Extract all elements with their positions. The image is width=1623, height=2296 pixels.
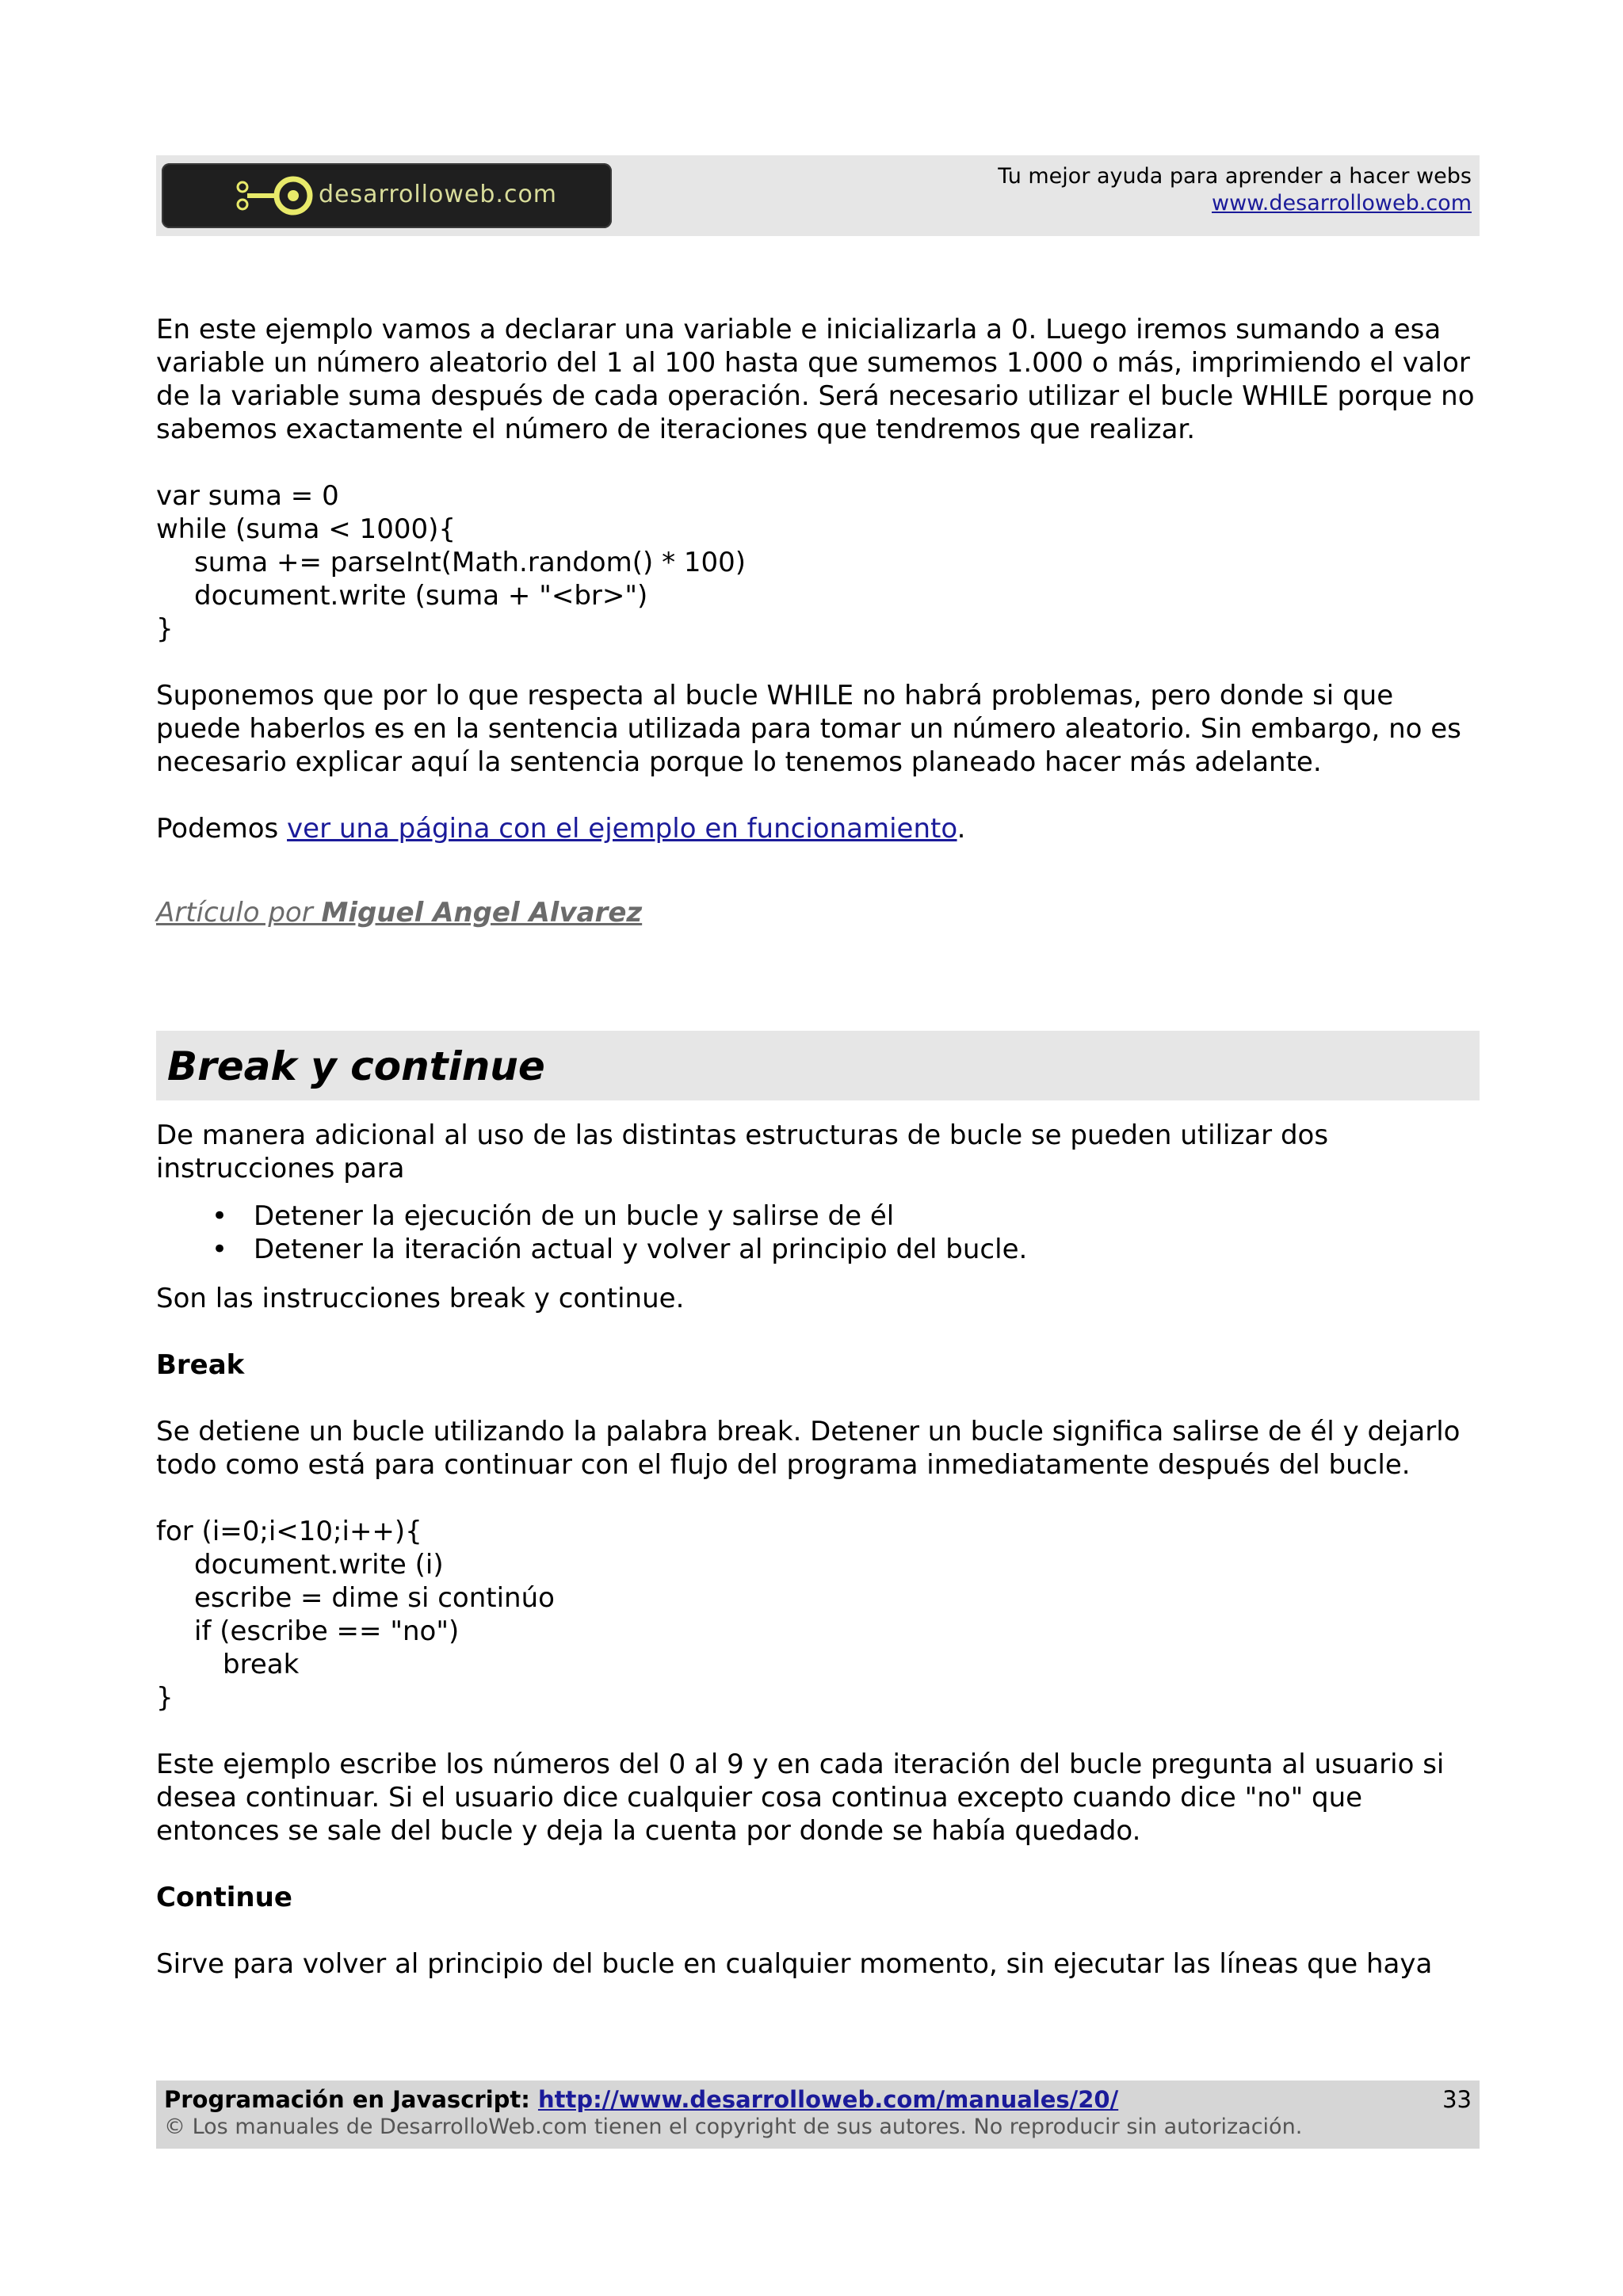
list-item: • Detener la iteración actual y volver al principio del bucle. [156,1233,1480,1266]
footer-copyright: © Los manuales de DesarrolloWeb.com tienen el copyright de sus autores. No reproducir sin autorización. [164,2115,1303,2139]
author-prefix: Artículo por [156,897,322,929]
demo-prefix: Podemos [156,813,288,845]
code-line: suma += parseInt(Math.random() * 100) [194,547,747,578]
code-line: break [223,1649,300,1680]
footer-manual [164,2085,1118,2114]
continue-heading: Continue [156,1882,292,1913]
code-line: document.write (suma + "<br>") [194,580,648,612]
page-footer [156,2081,1480,2149]
header-tagline [998,163,1472,217]
code-block-break [156,1515,1480,1714]
demo-paragraph [156,812,1480,845]
section-heading-bar [156,1031,1480,1100]
page-header [156,155,1480,236]
continue-paragraph: Sirve para volver al principio del bucle en cualquier momento, sin ejecutar las líneas que haya [156,1948,1433,1980]
footer-manual-link[interactable]: http://www.desarrolloweb.com/manuales/20/ [537,2086,1119,2113]
summary-paragraph: Son las instrucciones break y continue. [156,1283,685,1314]
site-logo[interactable] [162,163,612,228]
bullet-list [156,1199,1480,1266]
code-line: var suma = 0 [156,480,339,512]
section-intro: De manera adicional al uso de las distintas estructuras de bucle se pueden utilizar dos instrucciones para [156,1119,1329,1184]
code-line: escribe = dime si continúo [194,1582,555,1614]
code-line: if (escribe == "no") [194,1615,460,1647]
code-line: } [156,613,174,645]
site-link[interactable]: www.desarrolloweb.com [1212,191,1472,215]
explain-paragraph: Suponemos que por lo que respecta al bucle WHILE no habrá problemas, pero donde si que puede haberlos es en la sentencia utilizada para tomar un número aleatorio. Sin embargo, no es necesario explicar aquí la sentencia porque lo tenemos planeado hacer más adelante. [156,680,1461,778]
logo-mark-icon [231,174,314,217]
footer-manual-label: Programación en Javascript: [164,2086,538,2113]
code-line: while (suma < 1000){ [156,513,456,545]
section-body [156,1119,1480,1981]
demo-suffix: . [957,813,966,845]
page-number: 33 [1442,2086,1472,2113]
section-title: Break y continue [167,1043,545,1089]
code-line: document.write (i) [194,1549,444,1581]
code-block-while [156,479,1480,646]
list-item: • Detener la ejecución de un bucle y salirse de él [156,1199,1480,1233]
code-line: } [156,1682,174,1714]
break-paragraph: Se detiene un bucle utilizando la palabra break. Detener un bucle significa salirse de él y dejarlo todo como está para continuar con el flujo del programa inmediatamente después del bucle. [156,1416,1461,1481]
demo-link[interactable]: ver una página con el ejemplo en funcionamiento [287,813,957,845]
logo-text: desarrolloweb.com [319,181,558,208]
intro-paragraph: En este ejemplo vamos a declarar una variable e inicializarla a 0. Luego iremos sumando a esa variable un número aleatorio del 1 al 100 hasta que sumemos 1.000 o más, imprimiendo el valor de la variable suma después de cada operación. Será necesario utilizar el bucle WHILE porque no sabemos exactamente el número de iteraciones que tendremos que realizar. [156,314,1475,445]
tagline-text: Tu mejor ayuda para aprender a hacer webs [998,164,1472,189]
author-link[interactable] [156,896,1480,929]
author-name: Miguel Angel Alvarez [321,897,643,929]
code-line: for (i=0;i<10;i++){ [156,1516,422,1547]
break-heading: Break [156,1349,245,1381]
article-body [156,313,1480,929]
break-explain-paragraph: Este ejemplo escribe los números del 0 al 9 y en cada iteración del bucle pregunta al usuario si desea continuar. Si el usuario dice cualquier cosa continua excepto cuando dice "no" que entonces se sale del bucle y deja la cuenta por donde se había quedado. [156,1749,1445,1847]
